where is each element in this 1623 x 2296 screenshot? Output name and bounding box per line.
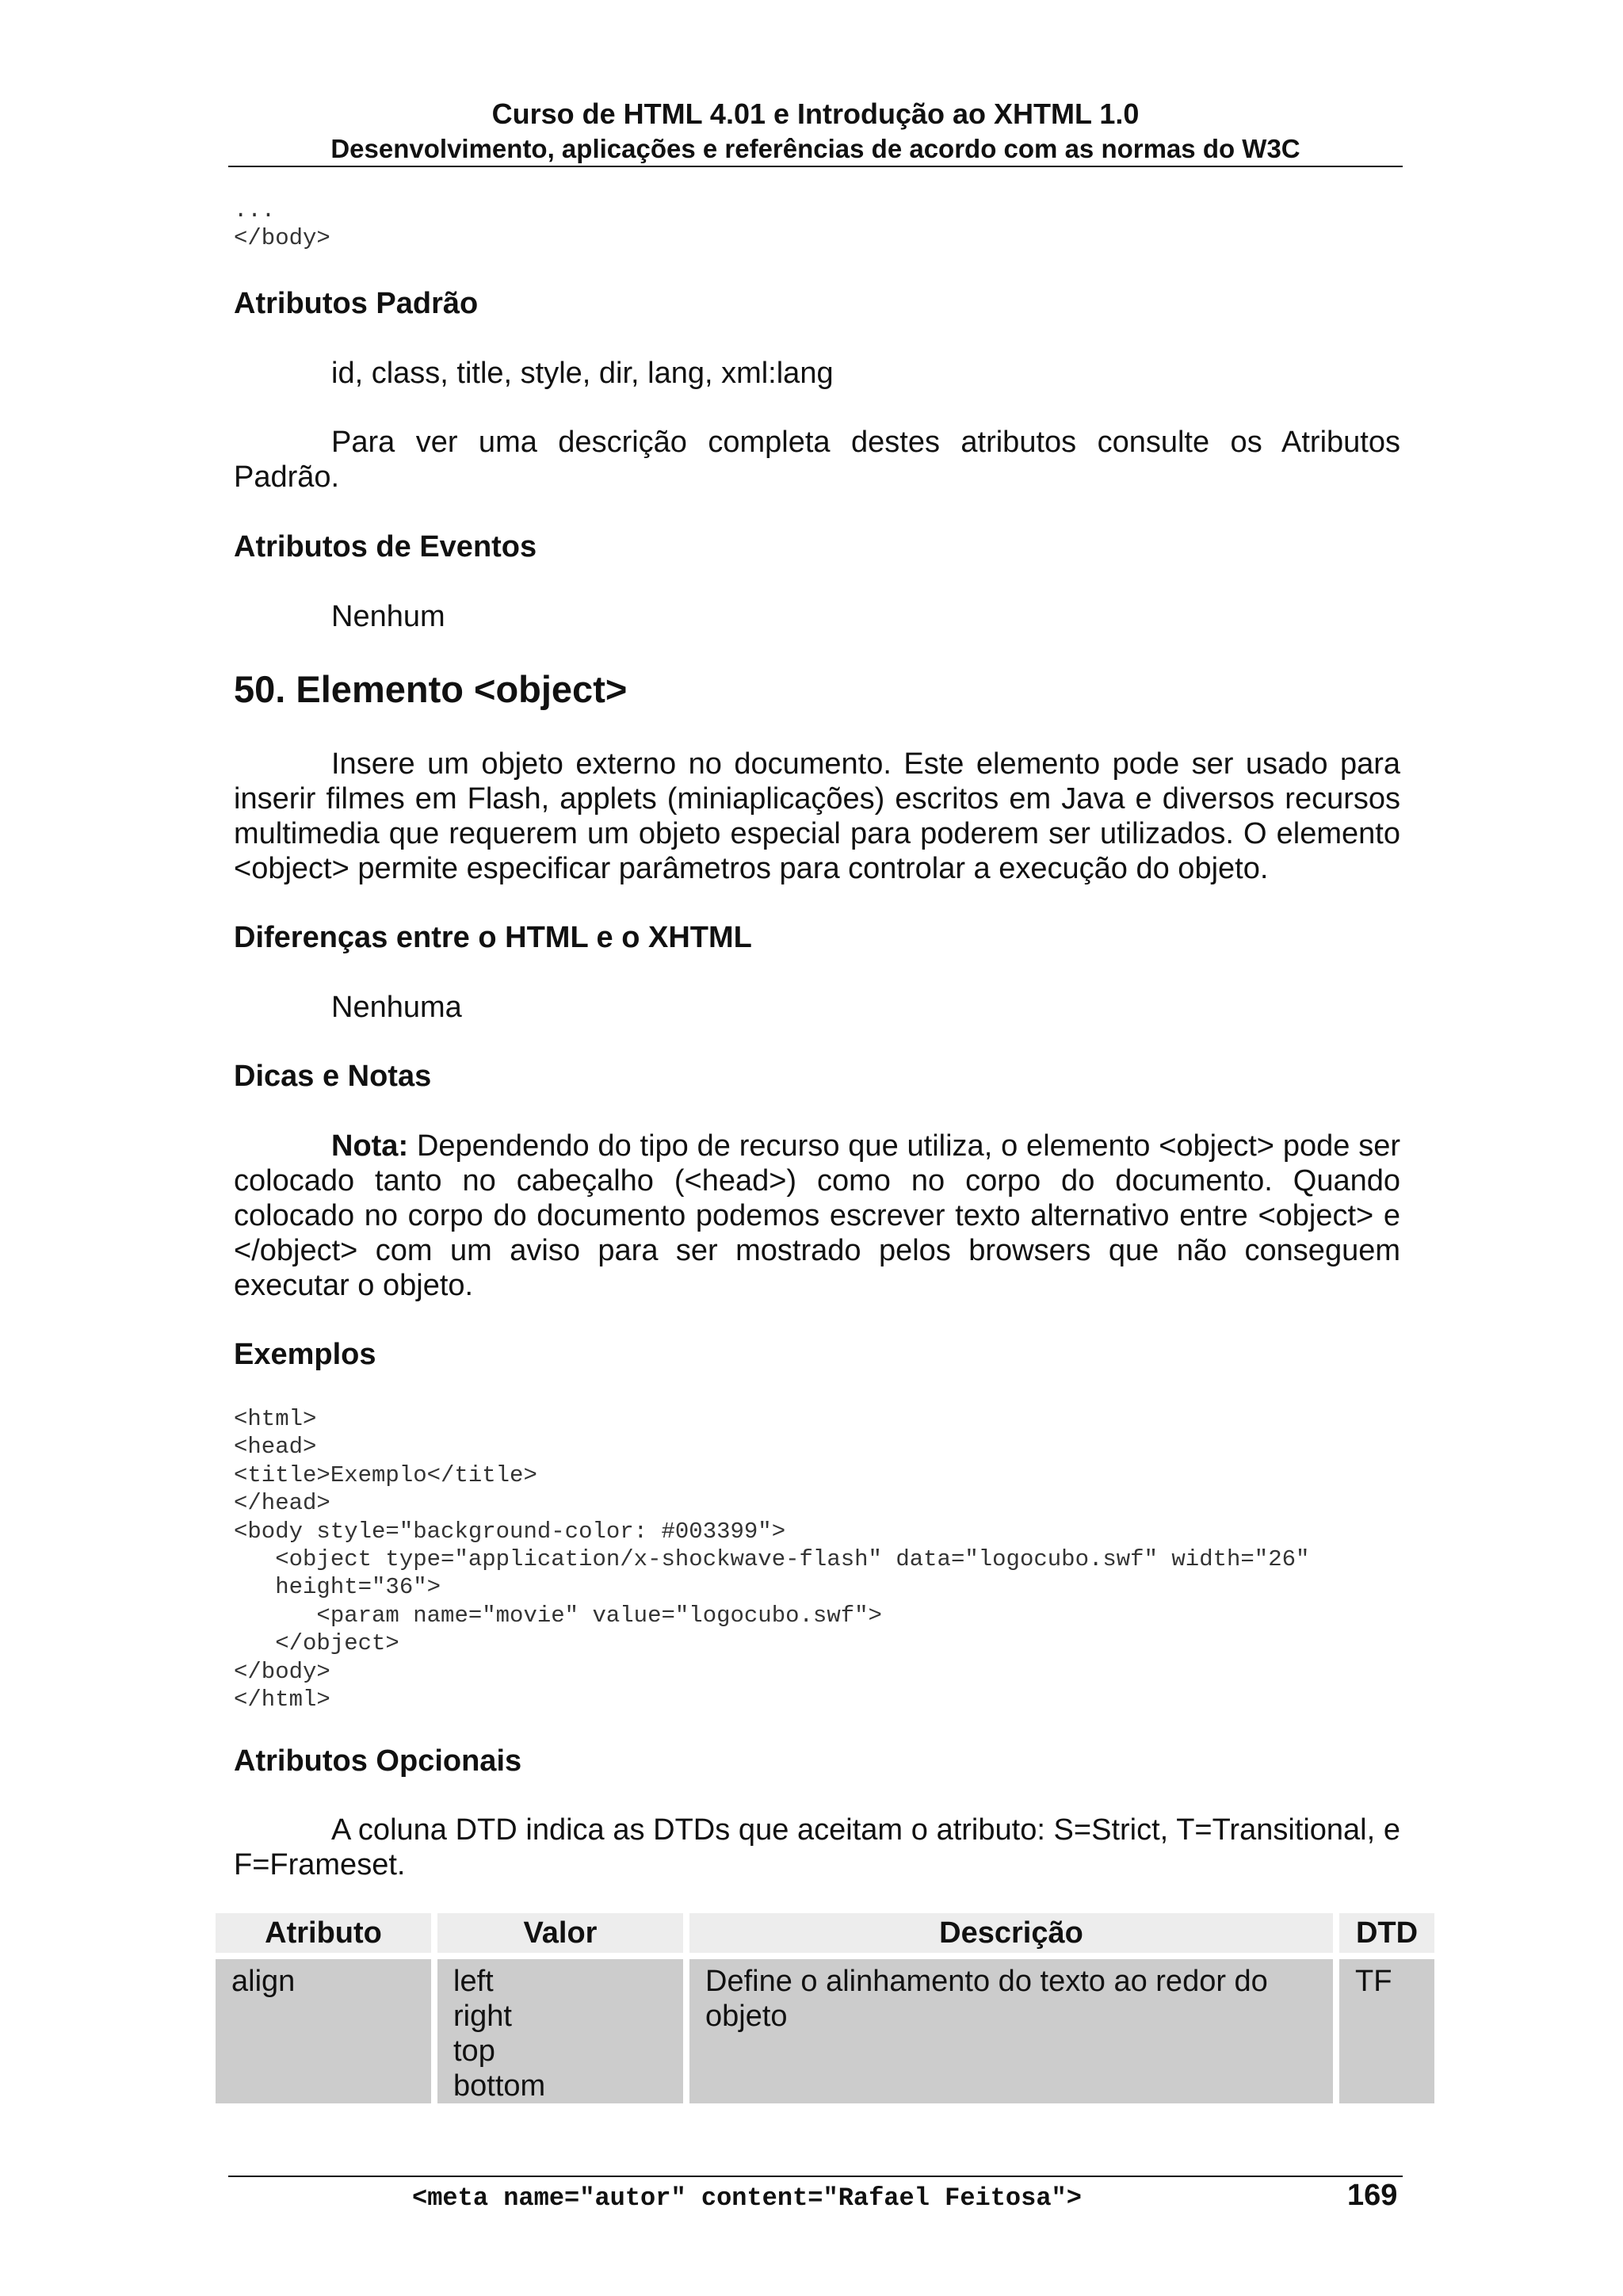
cell-dtd: TF — [1339, 1959, 1434, 2103]
differences-value: Nenhuma — [331, 991, 462, 1024]
tips-note — [234, 1129, 1400, 1303]
optional-attributes-description — [234, 1813, 1400, 1882]
event-attributes-value: Nenhum — [331, 600, 445, 633]
heading-atributos-opcionais: Atributos Opcionais — [234, 1744, 522, 1778]
standard-attributes-description-text: Para ver uma descrição completa destes atributos consulte os Atributos Padrão. — [234, 426, 1400, 494]
page-number: 169 — [1347, 2179, 1398, 2212]
cell-atributo: align — [216, 1959, 431, 2103]
table-row-gap — [216, 1953, 1434, 1959]
standard-attributes-description — [234, 425, 1400, 495]
optional-attributes-description-text: A coluna DTD indica as DTDs que aceitam o atributo: S=Strict, T=Transitional, e F=Frameset. — [234, 1813, 1400, 1881]
heading-dicas-notas: Dicas e Notas — [234, 1060, 432, 1093]
element-description-text: Insere um objeto externo no documento. Este elemento pode ser usado para inserir filmes em Flash, applets (miniaplicações) escritos em Java e diversos recursos multimedia que requerem um objeto especial para poderem ser utilizados. O elemento <object> permite especificar parâmetros para controlar a execução do objeto. — [234, 747, 1400, 885]
header-divider — [228, 166, 1403, 167]
running-header-title: Curso de HTML 4.01 e Introdução ao XHTML 1.0 — [491, 97, 1140, 130]
column-header-descricao: Descrição — [689, 1913, 1333, 1953]
heading-exemplos: Exemplos — [234, 1338, 376, 1371]
valor-option: right — [453, 2000, 512, 2033]
heading-diferencas: Diferenças entre o HTML e o XHTML — [234, 921, 752, 954]
column-header-dtd: DTD — [1339, 1913, 1434, 1953]
column-header-valor: Valor — [437, 1913, 683, 1953]
note-text: Dependendo do tipo de recurso que utiliza, o elemento <object> pode ser colocado tanto no cabeçalho (<head>) como no corpo do documento. Quando colocado no corpo do documento podemos escrever texto alternativo entre <object> e </object> com um aviso para ser mostrado pelos browsers que não conseguem executar o objeto. — [234, 1129, 1401, 1302]
optional-attributes-table — [209, 1913, 1441, 2103]
standard-attributes-list: id, class, title, style, dir, lang, xml:lang — [331, 357, 834, 390]
heading-atributos-eventos: Atributos de Eventos — [234, 530, 537, 563]
note-label: Nota: — [331, 1129, 409, 1163]
running-header-subtitle: Desenvolvimento, aplicações e referências de acordo com as normas do W3C — [330, 134, 1300, 163]
code-snippet-top: ... </body> — [234, 197, 330, 252]
column-header-atributo: Atributo — [216, 1913, 431, 1953]
element-section-title: 50. Elemento <object> — [234, 668, 628, 710]
footer-meta-author: <meta name="autor" content="Rafael Feitosa"> — [412, 2183, 1082, 2213]
example-code-block: <html> <head> <title>Exemplo</title> </head> <body style="background-color: #003399"> <object type="application/x-shockwave-flash" data="logocubo.swf" width="26" height="36"> <param name="movie" value="logocubo.swf"> </object> </body> </html> — [234, 1406, 1310, 1713]
heading-atributos-padrao: Atributos Padrão — [234, 287, 479, 320]
valor-option: top — [453, 2034, 495, 2068]
table-header-row — [216, 1913, 1434, 1953]
cell-descricao: Define o alinhamento do texto ao redor do objeto — [689, 1959, 1333, 2103]
valor-option: bottom — [453, 2069, 546, 2103]
valor-option: left — [453, 1965, 494, 1998]
table-row — [216, 1959, 1434, 2103]
footer-divider — [228, 2176, 1403, 2177]
cell-valor — [437, 1959, 683, 2103]
element-description — [234, 747, 1400, 886]
